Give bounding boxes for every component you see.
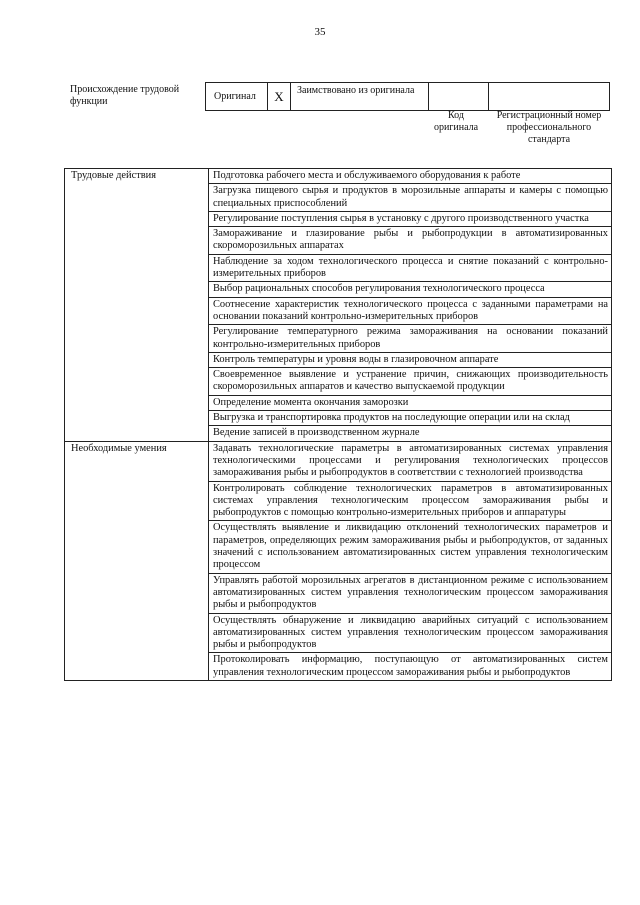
section-item: Подготовка рабочего места и обслуживаемого оборудования к работе (209, 169, 612, 184)
origin-box (205, 82, 610, 111)
section-item: Контроль температуры и уровня воды в глазировочном аппарате (209, 352, 612, 367)
code-caption: Код оригинала (433, 110, 479, 133)
origin-label: Происхождение трудовой функции (70, 84, 180, 107)
section-heading: Трудовые действия (65, 169, 209, 442)
functions-table (64, 168, 612, 681)
section-item: Задавать технологические параметры в автоматизированных системах управления технологическими процессами и регулирования технологических процессов замораживания рыбы и рыбопродуктов в соответствии с технологией производства (209, 441, 612, 481)
section-item: Протоколировать информацию, поступающую от автоматизированных систем управления технологическим процессом замораживания рыбы и рыбопродуктов (209, 653, 612, 681)
section-item: Соотнесение характеристик технологического процесса с заданными параметрами на основании показаний контрольно-измерительных приборов (209, 297, 612, 325)
reg-number-cell (489, 83, 609, 110)
section-item: Осуществлять обнаружение и ликвидацию аварийных ситуаций с использованием автоматизированных систем управления технологическим процессом замораживания рыбы и рыбопродуктов (209, 613, 612, 653)
section-item: Ведение записей в производственном журнале (209, 426, 612, 441)
borrowed-cell: Заимствовано из оригинала (291, 83, 429, 110)
section-item: Осуществлять выявление и ликвидацию отклонений технологических параметров и параметров, определяющих режим замораживания рыбы и рыбопродуктов, от заданных значений с использованием автоматизированных систем управления технологическим процессом (209, 521, 612, 573)
table-row (65, 169, 612, 184)
section-item: Своевременное выявление и устранение причин, снижающих производительность скороморозильных аппаратов и качество выпускаемой продукции (209, 368, 612, 396)
section-item: Контролировать соблюдение технологических параметров в автоматизированных системах управления технологическим процессом замораживания рыбы и рыбопродуктов с помощью контрольно-измерительных приборов и аппаратуры (209, 481, 612, 521)
original-mark: X (268, 83, 291, 110)
section-item: Наблюдение за ходом технологического процесса и снятие показаний с контрольно-измерительных приборов (209, 254, 612, 282)
section-item: Управлять работой морозильных агрегатов в дистанционном режиме с использованием автоматизированных систем управления технологическим процессом замораживания рыбы и рыбопродуктов (209, 573, 612, 613)
original-cell: Оригинал (206, 83, 268, 110)
reg-caption: Регистрационный номер профессионального стандарта (496, 110, 602, 145)
section-item: Выбор рациональных способов регулирования технологического процесса (209, 282, 612, 297)
page-number: 35 (314, 26, 326, 38)
section-item: Регулирование поступления сырья в установку с другого производственного участка (209, 211, 612, 226)
section-item: Выгрузка и транспортировка продуктов на последующие операции или на склад (209, 411, 612, 426)
section-heading: Необходимые умения (65, 441, 209, 680)
code-cell (429, 83, 489, 110)
section-item: Замораживание и глазирование рыбы и рыбопродукции в автоматизированных скороморозильных аппаратах (209, 227, 612, 255)
table-row (65, 441, 612, 481)
section-item: Загрузка пищевого сырья и продуктов в морозильные аппараты и камеры с помощью специальных приспособлений (209, 184, 612, 212)
section-item: Определение момента окончания заморозки (209, 395, 612, 410)
section-item: Регулирование температурного режима замораживания на основании показаний контрольно-измерительных приборов (209, 325, 612, 353)
